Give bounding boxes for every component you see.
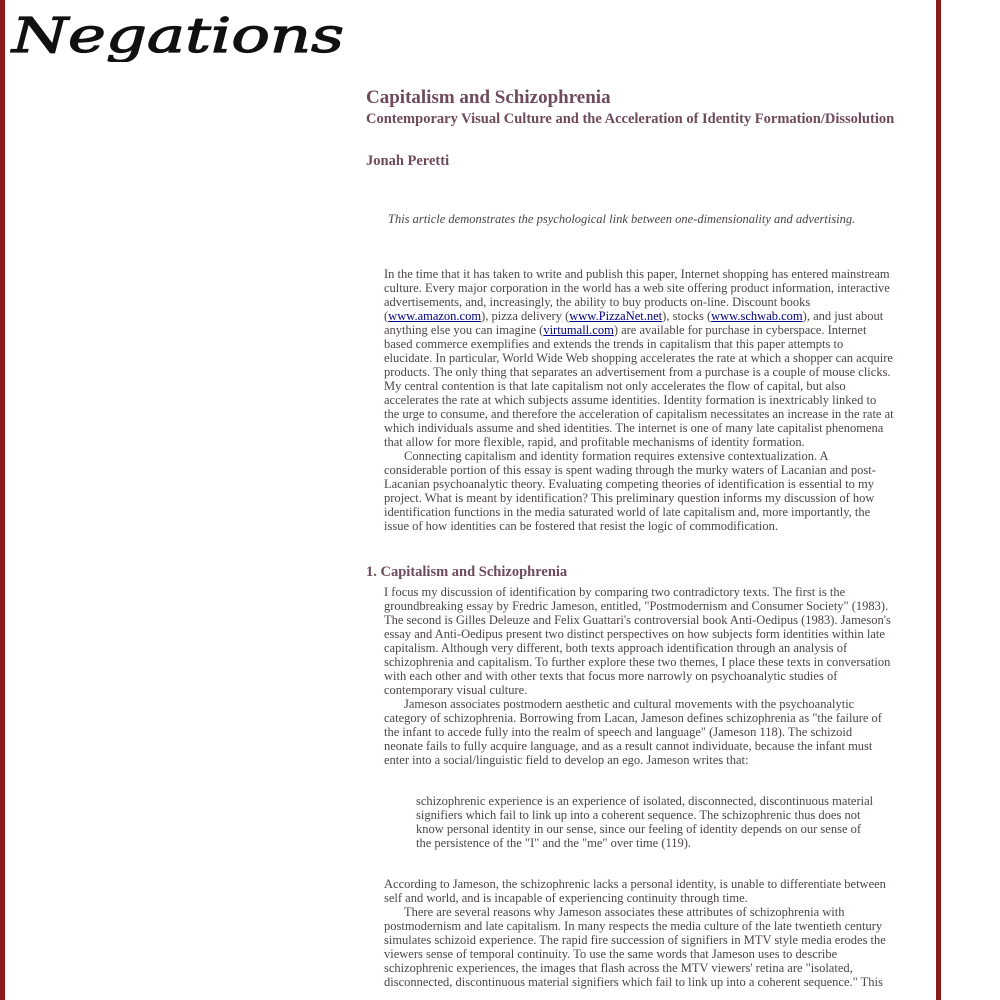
- intro-paragraph-1: [384, 267, 894, 449]
- section-1-paragraph-4: There are several reasons why Jameson associates these attributes of schizophrenia with postmodernism and late capitalism. In many respects the media culture of the late twentieth century simulates schizoid experience. The rapid fire succession of signifiers in MTV style media erodes the viewers sense of temporal continuity. To use the same words that Jameson uses to describe schizophrenic experiences, the images that flash across the MTV viewers' retina are "isolated, disconnected, discontinuous material signifiers which fail to link up into a coherent sequence." This: [384, 905, 886, 989]
- article-title: Capitalism and Schizophrenia: [366, 87, 611, 108]
- article: [366, 86, 932, 989]
- section-1-paragraph-3: According to Jameson, the schizophrenic lacks a personal identity, is unable to differentiate between self and world, and is incapable of experiencing continuity through time.: [384, 877, 886, 905]
- left-border: [0, 0, 5, 1000]
- section-1-paragraph-2: Jameson associates postmodern aesthetic and cultural movements with the psychoanalytic category of schizophrenia. Borrowing from Lacan, Jameson defines schizophrenia as "the failure of the infant to accede fully into the realm of speech and language" (Jameson 118). The schizoid neonate fails to fully acquire language, and as a result cannot individuate, because the infant must enter into a social/linguistic field to develop an ego. Jameson writes that:: [384, 697, 882, 767]
- intro-text: ), stocks (: [662, 309, 712, 323]
- logo-graphic: [10, 8, 350, 62]
- intro-text: In the time that it has taken to write and publish this paper, Internet shopping has entered mainstream culture. Every major corporation in the world has a web site offering product information, interactive advertisements, and, increasingly, the ability to buy products on-line. Discount books (: [384, 267, 890, 323]
- pizzanet-link[interactable]: www.PizzaNet.net: [569, 309, 663, 323]
- section-1-paragraph-1: I focus my discussion of identification by comparing two contradictory texts. The first is the groundbreaking essay by Fredric Jameson, entitled, "Postmodernism and Consumer Society" (1983). The second is Gilles Deleuze and Felix Guattari's controversial book Anti-Oedipus (1983). Jameson's essay and Anti-Oedipus present two distinct perspectives on how subjects form identities within late capitalism. Although very different, both texts approach identification through an analysis of schizophrenia and capitalism. To further explore these two themes, I place these texts in conversation with each other and with other texts that focus more narrowly on psychoanalytic studies of contemporary visual culture.: [384, 585, 891, 697]
- section-1-body: [384, 585, 894, 767]
- article-subtitle: Contemporary Visual Culture and the Acceleration of Identity Formation/Dissolution: [366, 111, 895, 127]
- amazon-link[interactable]: www.amazon.com: [388, 309, 482, 323]
- section-1-body-continued: [384, 877, 894, 989]
- negations-logo[interactable]: [10, 8, 350, 62]
- logo-text: Negations: [10, 8, 344, 62]
- article-author: Jonah Peretti: [366, 153, 450, 169]
- intro-text: ), pizza delivery (: [481, 309, 570, 323]
- right-border: [936, 0, 941, 1000]
- intro-text: ) are available for purchase in cyberspace. Internet based commerce exemplifies and extends the trends in capitalism that this paper attempts to elucidate. In particular, World Wide Web shopping accelerates the rate at which a shopper can acquire products. The only thing that separates an advertisement from a purchase is a couple of mouse clicks. My central contention is that late capitalism not only accelerates the flow of capital, but also accelerates the rate at which subjects assume identities. Identity formation is inextricably linked to the urge to consume, and therefore the acceleration of capitalism necessitates an increase in the rate at which individuals assume and shed identities. The internet is one of many late capitalist phenomena that allow for more flexible, rapid, and profitable mechanisms of identity formation.: [384, 323, 894, 449]
- virtumall-link[interactable]: virtumall.com: [543, 323, 614, 337]
- intro-section: [384, 267, 894, 533]
- jameson-quote: schizophrenic experience is an experience of isolated, disconnected, discontinuous material signifiers which fail to link up into a coherent sequence. The schizophrenic thus does not know personal identity in our sense, since our feeling of identity depends on our sense of the persistence of the "I" and the "me" over time (119).: [416, 794, 874, 850]
- article-abstract: This article demonstrates the psychological link between one-dimensionality and advertising.: [388, 212, 856, 226]
- schwab-link[interactable]: www.schwab.com: [711, 309, 803, 323]
- section-1-heading: 1. Capitalism and Schizophrenia: [366, 564, 568, 580]
- intro-paragraph-2: Connecting capitalism and identity formation requires extensive contextualization. A considerable portion of this essay is spent wading through the murky waters of Lacanian and post-Lacanian psychoanalytic theory. Evaluating competing theories of identification is essential to my project. What is meant by identification? This preliminary question informs my discussion of how identification functions in the media saturated world of late capitalism and, more importantly, the issue of how identities can be fostered that resist the logic of commodification.: [384, 449, 876, 533]
- intro-text: ), and just about anything else you can imagine (: [384, 309, 884, 337]
